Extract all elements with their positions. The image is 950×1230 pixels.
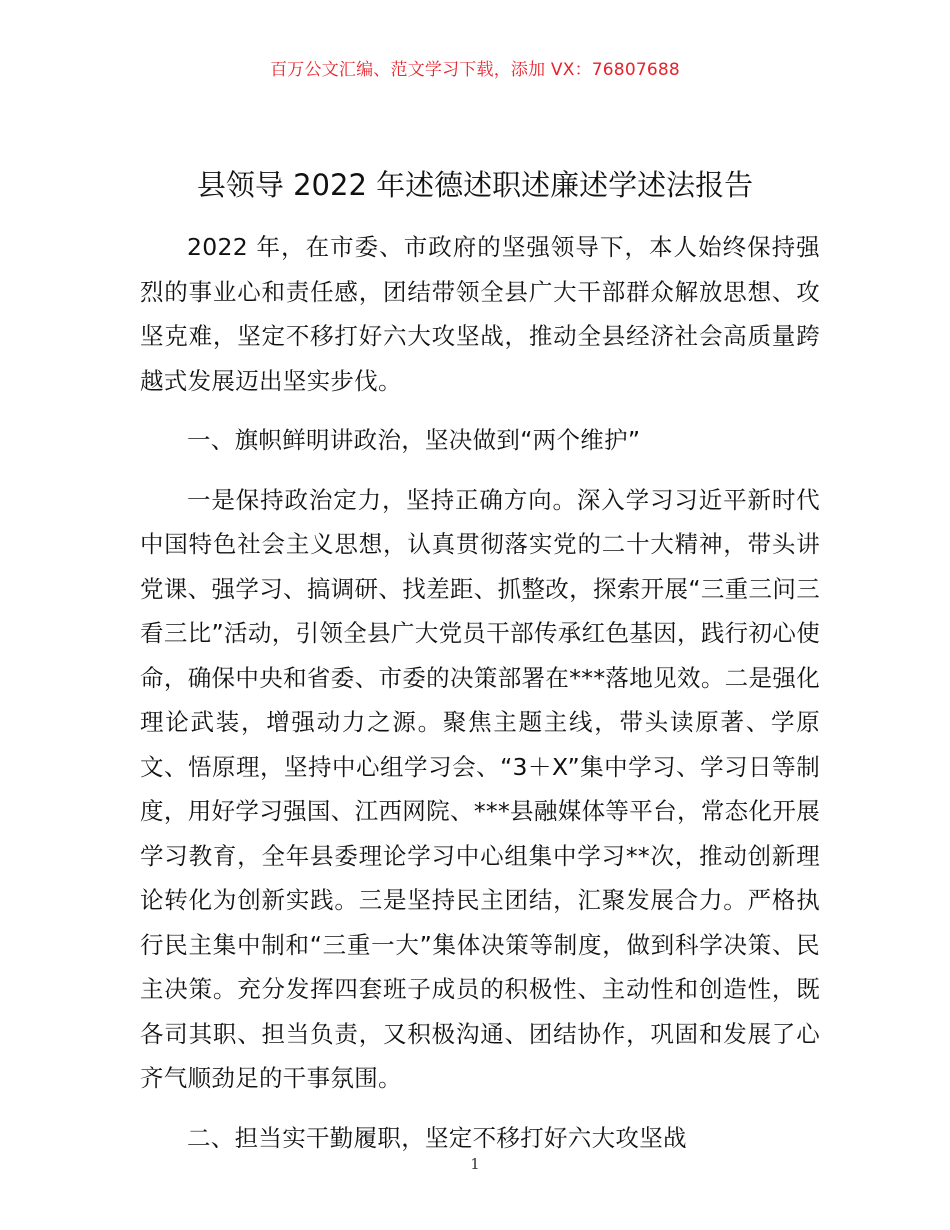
document-body	[140, 225, 820, 1160]
section-1-paragraph: 一是保持政治定力，坚持正确方向。深入学习习近平新时代中国特色社会主义思想，认真贯彻落实党的二十大精神，带头讲党课、强学习、搞调研、找差距、抓整改，探索开展“三重三问三看三比”活动，引领全县广大党员干部传承红色基因，践行初心使命，确保中央和省委、市委的决策部署在***落地见效。二是强化理论武装，增强动力之源。聚焦主题主线，带头读原著、学原文、悟原理，坚持中心组学习会、“3＋X”集中学习、学习日等制度，用好学习强国、江西网院、***县融媒体等平台，常态化开展学习教育，全年县委理论学习中心组集中学习**次，推动创新理论转化为创新实践。三是坚持民主团结，汇聚发展合力。严格执行民主集中制和“三重一大”集体决策等制度，做到科学决策、民主决策。充分发挥四套班子成员的积极性、主动性和创造性，既各司其职、担当负责，又积极沟通、团结协作，巩固和发展了心齐气顺劲足的干事氛围。	[140, 485, 820, 1092]
document-title: 县领导 2022 年述德述职述廉述学述法报告	[196, 168, 754, 202]
paragraph-gap	[140, 463, 820, 478]
intro-paragraph: 2022 年，在市委、市政府的坚强领导下，本人始终保持强烈的事业心和责任感，团结带领全县广大干部群众解放思想、攻坚克难，坚定不移打好六大攻坚战，推动全县经济社会高质量跨越式发展迈出坚实步伐。	[140, 233, 820, 395]
section-heading-2: 二、担当实干勤履职，坚定不移打好六大攻坚战	[187, 1123, 687, 1152]
watermark-banner: 百万公文汇编、范文学习下载，添加 VX：76807688	[270, 60, 680, 80]
section-heading-1: 一、旗帜鲜明讲政治，坚决做到“两个维护”	[187, 426, 641, 454]
paragraph-gap	[140, 1101, 820, 1116]
page-number: 1	[470, 1155, 480, 1173]
paragraph-gap	[140, 403, 820, 418]
